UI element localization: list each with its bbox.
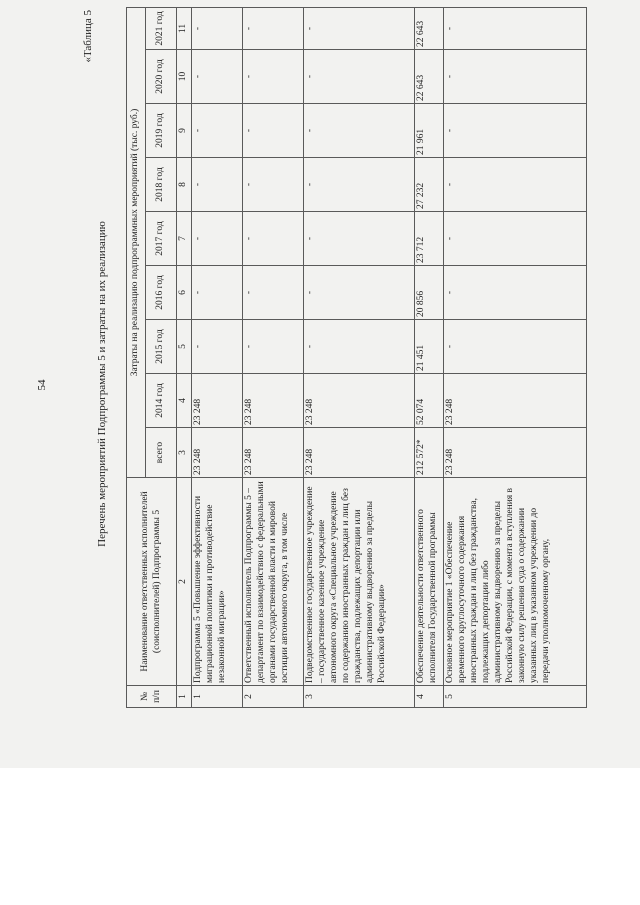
row-number: 1 — [191, 686, 242, 708]
row-value: - — [443, 266, 586, 320]
row-value: - — [303, 50, 414, 104]
row-value: 23 248 — [242, 374, 303, 428]
header-total: всего — [146, 428, 177, 478]
table-row — [303, 7, 414, 707]
row-value: 23 248 — [303, 374, 414, 428]
column-index: 5 — [177, 320, 192, 374]
header-costs: Затраты на реализацию подпрограммных мероприятий (тыс. руб.) — [127, 7, 146, 477]
header-year: 2020 год — [146, 50, 177, 104]
column-index: 3 — [177, 428, 192, 478]
row-total: 212 572* — [414, 428, 443, 478]
column-index: 7 — [177, 212, 192, 266]
row-value: 23 248 — [443, 374, 586, 428]
row-value: 27 232 — [414, 158, 443, 212]
row-value: 21 451 — [414, 320, 443, 374]
row-value: - — [303, 7, 414, 49]
row-number: 3 — [303, 686, 414, 708]
row-value: - — [303, 158, 414, 212]
table-row — [414, 7, 443, 707]
row-value: 23 712 — [414, 212, 443, 266]
column-index: 1 — [177, 686, 192, 708]
row-value: - — [303, 212, 414, 266]
row-value: - — [443, 104, 586, 158]
row-value: - — [191, 50, 242, 104]
row-value: - — [303, 266, 414, 320]
row-total: 23 248 — [191, 428, 242, 478]
row-value: - — [443, 7, 586, 49]
row-value: - — [191, 320, 242, 374]
row-value: - — [242, 104, 303, 158]
row-value: - — [191, 104, 242, 158]
row-name: Ответственный исполнитель Подпрограммы 5 – департамент по взаимодействию с федеральными органами государственной власти и мировой юстиции автономного округа, в том числе — [242, 478, 303, 686]
column-index: 2 — [177, 478, 192, 686]
column-index: 10 — [177, 50, 192, 104]
row-value: - — [242, 50, 303, 104]
header-year: 2015 год — [146, 320, 177, 374]
column-index: 11 — [177, 7, 192, 49]
row-value: 22 643 — [414, 7, 443, 49]
column-index: 6 — [177, 266, 192, 320]
header-name: Наименование ответственных исполнителей (соисполнителей) Подпрограммы 5 — [127, 478, 177, 686]
row-value: - — [191, 7, 242, 49]
row-value: - — [443, 212, 586, 266]
document-title: Перечень мероприятий Подпрограммы 5 и затраты на их реализацию — [96, 221, 108, 547]
row-number: 5 — [443, 686, 586, 708]
row-value: - — [242, 212, 303, 266]
header-year: 2017 год — [146, 212, 177, 266]
header-year: 2016 год — [146, 266, 177, 320]
header-row — [127, 7, 146, 707]
table-row — [242, 7, 303, 707]
row-name: Обеспечение деятельности ответственного исполнителя Государственной программы — [414, 478, 443, 686]
row-value: - — [443, 320, 586, 374]
header-year: 2019 год — [146, 104, 177, 158]
row-total: 23 248 — [443, 428, 586, 478]
row-value: - — [242, 7, 303, 49]
row-value: 52 074 — [414, 374, 443, 428]
row-value: - — [191, 266, 242, 320]
row-value: - — [303, 320, 414, 374]
row-value: - — [191, 212, 242, 266]
column-index: 4 — [177, 374, 192, 428]
row-value: - — [242, 320, 303, 374]
column-index: 9 — [177, 104, 192, 158]
row-name: Основное мероприятие 1 «Обеспечение временного круглосуточного содержания иностранных граждан и лиц без гражданства, подлежащих депортации либо административному выдворению за пределы Российской Федерации, с момента вступления в законную силу решения суда о содержании указанных лиц в указанном учреждении до передачи уполномоченному органу, — [443, 478, 586, 686]
row-value: - — [303, 104, 414, 158]
row-value: 22 643 — [414, 50, 443, 104]
header-year: 2021 год — [146, 7, 177, 49]
table-row — [443, 7, 586, 707]
row-number: 2 — [242, 686, 303, 708]
row-value: - — [191, 158, 242, 212]
column-index: 8 — [177, 158, 192, 212]
row-number: 4 — [414, 686, 443, 708]
row-name: Подпрограмма 5 «Повышение эффективности миграционной политики и противодействие незаконной миграции» — [191, 478, 242, 686]
row-value: 21 961 — [414, 104, 443, 158]
header-year: 2014 год — [146, 374, 177, 428]
row-total: 23 248 — [242, 428, 303, 478]
table-label: «Таблица 5 — [82, 10, 94, 63]
row-name: Подведомственное государственное учреждение – государственное казенное учреждение автономного округа «Специальное учреждение по содержанию иностранных граждан и лиц без гражданства, подлежащих депортации или административному выдворению за пределы Российской Федерации» — [303, 478, 414, 686]
row-value: 23 248 — [191, 374, 242, 428]
row-value: 20 856 — [414, 266, 443, 320]
measures-table — [126, 7, 587, 708]
page-margin — [0, 768, 640, 905]
row-value: - — [242, 266, 303, 320]
row-value: - — [242, 158, 303, 212]
header-num: № п/п — [127, 686, 177, 708]
row-value: - — [443, 158, 586, 212]
row-total: 23 248 — [303, 428, 414, 478]
row-value: - — [443, 50, 586, 104]
page-number: 54 — [36, 379, 48, 391]
header-year: 2018 год — [146, 158, 177, 212]
column-index-row — [177, 7, 192, 707]
table-row — [191, 7, 242, 707]
